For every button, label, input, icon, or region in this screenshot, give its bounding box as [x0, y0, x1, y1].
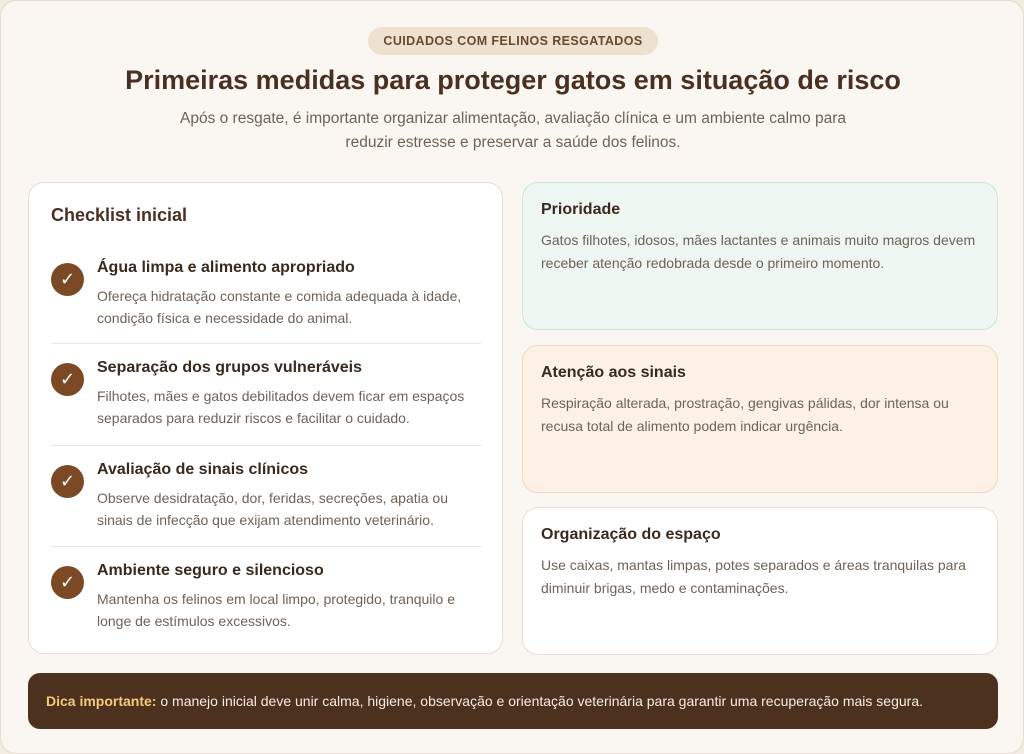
- space-text: Use caixas, mantas limpas, potes separados e áreas tranquilas para diminuir brigas, medo e contaminações.: [541, 557, 966, 596]
- checklist-item-text: Mantenha os felinos em local limpo, protegido, tranquilo e longe de estímulos excessivos.: [97, 591, 455, 629]
- check-icon: ✓: [51, 566, 84, 599]
- eyebrow-badge: CUIDADOS COM FELINOS RESGATADOS: [368, 27, 658, 55]
- tip-label: Dica importante:: [46, 693, 157, 709]
- checklist-title: Checklist inicial: [51, 205, 188, 225]
- checklist-item-heading: Água limpa e alimento apropriado: [97, 259, 355, 276]
- priority-card: [522, 182, 998, 330]
- checklist-item-heading: Ambiente seguro e silencioso: [97, 562, 324, 579]
- tip-text: o manejo inicial deve unir calma, higiene, observação e orientação veterinária para garantir uma recuperação mais segura.: [156, 693, 924, 709]
- divider: [51, 343, 481, 344]
- page-subtitle: Após o resgate, é importante organizar alimentação, avaliação clínica e um ambiente calmo para reduzir estresse e preservar a saúde dos felinos.: [179, 110, 846, 151]
- check-icon: ✓: [51, 363, 84, 396]
- signs-title: Atenção aos sinais: [541, 364, 686, 381]
- space-card: [522, 507, 998, 655]
- checklist-item-heading: Separação dos grupos vulneráveis: [97, 359, 362, 376]
- checklist-item-heading: Avaliação de sinais clínicos: [97, 461, 309, 478]
- signs-card: [522, 345, 998, 493]
- check-icon: ✓: [51, 465, 84, 498]
- divider: [51, 546, 481, 547]
- signs-text: Respiração alterada, prostração, gengivas pálidas, dor intensa ou recusa total de alimento podem indicar urgência.: [541, 395, 949, 434]
- priority-title: Prioridade: [541, 201, 621, 218]
- checklist-item-text: Ofereça hidratação constante e comida adequada à idade, condição física e necessidade do animal.: [97, 288, 462, 326]
- tip-banner: [28, 673, 998, 729]
- divider: [51, 445, 481, 446]
- priority-text: Gatos filhotes, idosos, mães lactantes e animais muito magros devem receber atenção redobrada desde o primeiro momento.: [541, 232, 976, 271]
- check-icon: ✓: [51, 263, 84, 296]
- checklist-card: [28, 182, 503, 654]
- checklist-item-text: Observe desidratação, dor, feridas, secreções, apatia ou sinais de infecção que exijam atendimento veterinário.: [97, 490, 448, 528]
- space-title: Organização do espaço: [541, 526, 721, 543]
- checklist-item-text: Filhotes, mães e gatos debilitados devem ficar em espaços separados para reduzir riscos e facilitar o cuidado.: [97, 388, 465, 426]
- page-title: Primeiras medidas para proteger gatos em situação de risco: [125, 65, 901, 95]
